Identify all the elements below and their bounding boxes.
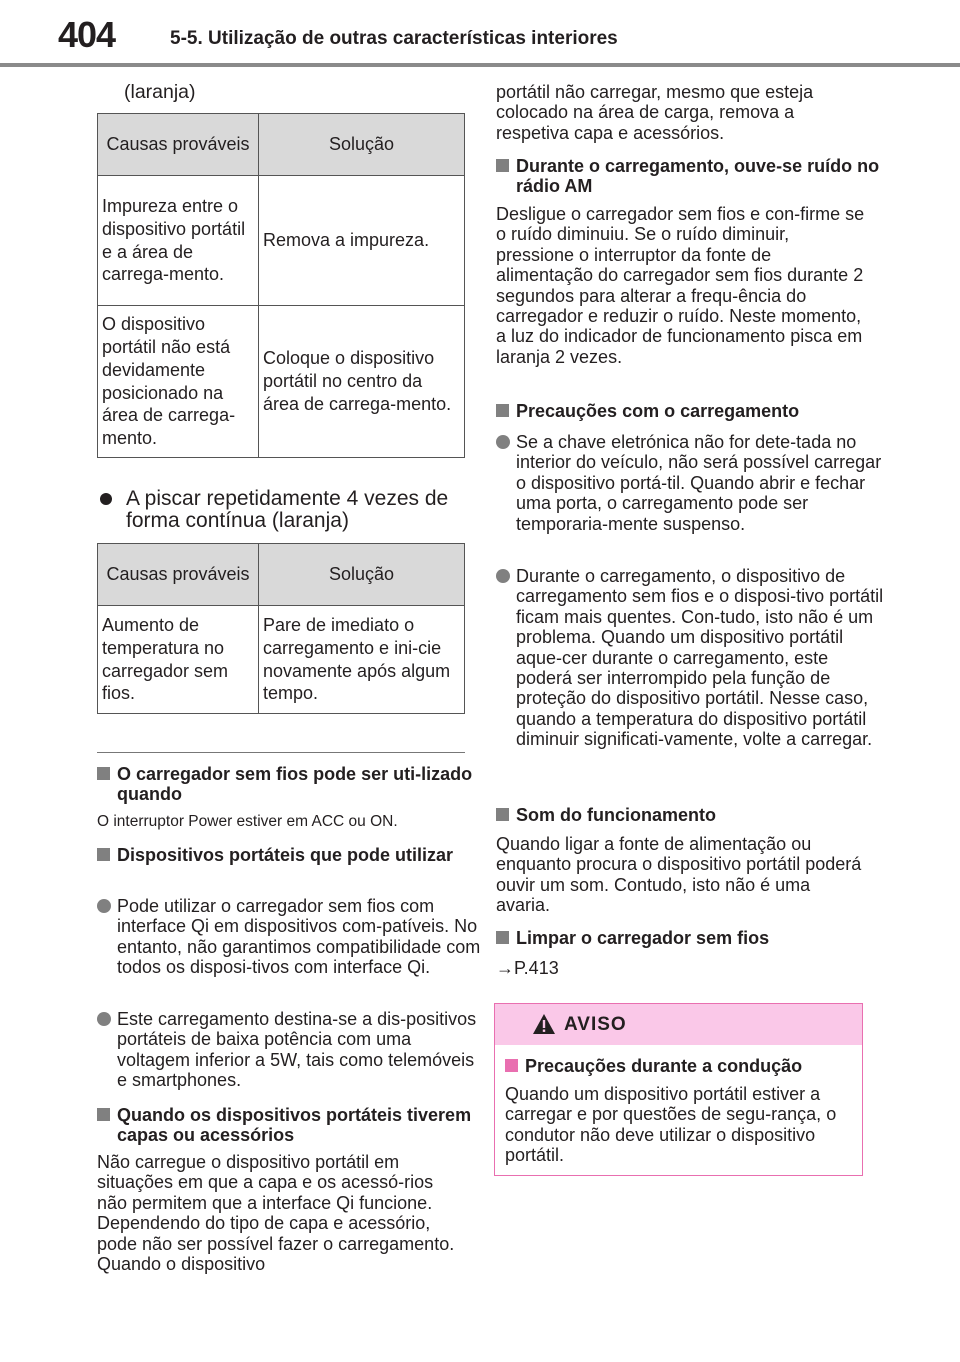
table1-caption: (laranja): [124, 81, 196, 103]
table1-row1-solution: Remova a impureza.: [259, 176, 465, 306]
square-bullet-icon: [496, 931, 509, 944]
page-header: [0, 0, 960, 68]
square-bullet-icon: [496, 404, 509, 417]
heading-sound: Som do funcionamento: [496, 805, 886, 825]
heading-when: O carregador sem fios pode ser uti-lizado quando: [97, 764, 487, 805]
table2-row1-solution: Pare de imediato o carregamento e ini-cie novamente após algum tempo.: [259, 606, 465, 714]
warning-heading: Precauções durante a condução: [505, 1056, 875, 1076]
square-bullet-icon: [97, 767, 110, 780]
table1-row2-cause: O dispositivo portátil não está devidamente posicionado na área de carrega-mento.: [98, 306, 259, 458]
bullet-dot-icon: [100, 493, 112, 505]
table2-header-causes: Causas prováveis: [98, 544, 259, 606]
precautions-bullet-1: Se a chave eletrónica não for dete-tada no interior do veículo, não será possível carregar o dispositivo portá-til. Quando abrir e fechar uma porta, o carregamento pode ser temporaria-mente suspenso.: [496, 432, 886, 534]
heading-devices: Dispositivos portáteis que pode utilizar: [97, 845, 487, 865]
bullet-dot-icon: [97, 899, 111, 913]
square-bullet-icon: [496, 159, 509, 172]
warning-text: Quando um dispositivo portátil estiver a carregar e por questões de segu-rança, o condutor não deve utilizar o dispositivo portátil.: [505, 1084, 837, 1166]
causes-table-2: [97, 543, 465, 714]
am-text: Desligue o carregador sem fios e con-firme se o ruído diminuiu. Se o ruído diminuir, pressione o interruptor da fonte de alimentação do carregador sem fios durante 2 segundos para alterar a frequ-ência do carregador e reduzir o ruído. Neste momento, a luz do indicador de funcionamento pisca em laranja 2 vezes.: [496, 204, 865, 367]
square-bullet-icon: [97, 1108, 110, 1121]
devices-bullet-2: Este carregamento destina-se a dis-positivos portáteis de baixa potência com uma voltagem inferior a 5W, tais como telemóveis e smartphones.: [97, 1009, 487, 1091]
warning-title: AVISO: [564, 1014, 627, 1035]
sound-text: Quando ligar a fonte de alimentação ou enquanto procura o dispositivo portátil poderá ouvir um som. Contudo, isto não é uma avaria.: [496, 834, 862, 916]
table1-header-causes: Causas prováveis: [98, 114, 259, 176]
heading-covers: Quando os dispositivos portáteis tiverem capas ou acessórios: [97, 1105, 487, 1146]
table1-row2-solution: Coloque o dispositivo portátil no centro da área de carrega-mento.: [259, 306, 465, 458]
bullet-dot-icon: [496, 435, 510, 449]
warning-header: [495, 1004, 862, 1045]
square-bullet-icon: [496, 808, 509, 821]
table1-row1-cause: Impureza entre o dispositivo portátil e a área de carrega-mento.: [98, 176, 259, 306]
page-reference-link[interactable]: →P.413: [496, 958, 559, 978]
covers-text-continued: portátil não carregar, mesmo que esteja colocado na área de carga, remova a respetiva capa e acessórios.: [496, 82, 814, 143]
square-bullet-icon: [97, 848, 110, 861]
table-row: [98, 306, 465, 458]
warning-triangle-icon: [532, 1013, 556, 1035]
covers-text: Não carregue o dispositivo portátil em situações em que a capa e os acessó-rios não permitem que a interface Qi funcione. Dependendo do tipo de capa e acessório, pode não ser possível fazer o carregamento. Quando o dispositivo: [97, 1152, 455, 1275]
section-title: 5-5. Utilização de outras características interiores: [170, 28, 618, 49]
heading-clean: Limpar o carregador sem fios: [496, 928, 886, 948]
square-bullet-icon: [505, 1059, 518, 1072]
heading-precautions: Precauções com o carregamento: [496, 401, 886, 421]
bullet-blink: A piscar repetidamente 4 vezes de forma contínua (laranja): [98, 488, 496, 532]
table1-header-solution: Solução: [259, 114, 465, 176]
page-number: 404: [58, 14, 116, 55]
divider: [97, 752, 465, 753]
when-text: O interruptor Power estiver em ACC ou ON.: [97, 813, 398, 830]
header-rule: [0, 63, 960, 67]
devices-bullet-1: Pode utilizar o carregador sem fios com interface Qi em dispositivos com-patíveis. No entanto, não garantimos compatibilidade com todos os disposi-tivos com interface Qi.: [97, 896, 487, 978]
bullet-dot-icon: [97, 1012, 111, 1026]
table-row: [98, 606, 465, 714]
bullet-dot-icon: [496, 569, 510, 583]
table2-row1-cause: Aumento de temperatura no carregador sem fios.: [98, 606, 259, 714]
heading-am-noise: Durante o carregamento, ouve-se ruído no rádio AM: [496, 156, 886, 197]
table2-header-solution: Solução: [259, 544, 465, 606]
precautions-bullet-2: Durante o carregamento, o dispositivo de carregamento sem fios e o disposi-tivo portátil ficam mais quentes. Con-tudo, isto não é um problema. Quando um dispositivo portátil aque-cer durante o carregamento, este poderá ser interrompido pela função de proteção do dispositivo portátil. Nesse caso, quando a temperatura do dispositivo portátil diminuir significati-vamente, volte a carregar.: [496, 566, 886, 750]
table-row: [98, 176, 465, 306]
causes-table-1: [97, 113, 465, 458]
warning-box: [494, 1003, 863, 1176]
